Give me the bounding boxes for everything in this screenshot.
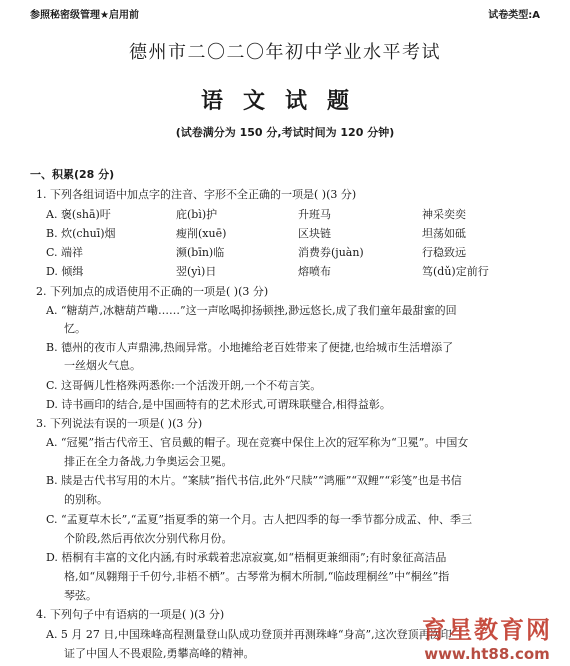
q3-line: 个阶段,然后再依次分别代称月份。 [64,532,233,545]
q1-option-b-4: 坦荡如砥 [422,227,466,240]
site-watermark [412,610,562,663]
q2-line: B. 德州的夜市人声鼎沸,热闹异常。小地摊给老百姓带来了便捷,也给城市生活增添了 [46,341,454,354]
question-2-stem: 2. 下列加点的成语使用不正确的一项是( )(3 分) [36,285,269,298]
exam-note: (试卷满分为 150 分,考试时间为 120 分钟) [175,126,395,139]
q2-line: 一丝烟火气息。 [64,359,141,372]
question-3-stem: 3. 下列说法有误的一项是( )(3 分) [36,417,203,430]
q2-line: 忆。 [64,322,86,335]
q1-option-c-1: C. 端祥 [46,246,84,259]
watermark-name: 育星教育网 [422,616,552,644]
q4-line: A. 5 月 27 日,中国珠峰高程测量登山队成功登顶并再测珠峰“身高”,这次登顶再次印 [46,628,452,641]
q4-line: 证了中国人不畏艰险,勇攀高峰的精神。 [64,647,255,660]
q3-line: 的别称。 [64,493,108,506]
q3-line: 排正在全力备战,力争奥运会卫冕。 [64,455,233,468]
q3-line: B. 牍是古代书写用的木片。“案牍”指代书信,此外“尺牍”“鸿雁”“双鲤”“彩笺”也是书信 [46,474,462,487]
section-heading: 一、积累(28 分) [30,168,115,181]
q1-option-d-2: 翌(yì)日 [176,265,217,278]
question-1-stem: 1. 下列各组词语中加点字的注音、字形不全正确的一项是( )(3 分) [36,188,357,201]
q1-option-d-3: 熔喷布 [298,265,331,278]
q3-line: 格,如“凤翱翔于千仞兮,非梧不栖”。古琴常为桐木所制,“临歧理桐丝”中“桐丝”指 [64,570,450,583]
q2-line: D. 诗书画印的结合,是中国画特有的艺术形式,可谓珠联璧合,相得益彰。 [46,398,391,411]
q1-option-a-3: 升班马 [298,208,331,221]
q1-option-a-4: 神采奕奕 [422,208,466,221]
paper-type-label: 试卷类型:A [488,10,540,21]
classification-label: 参照秘密级管理★启用前 [30,10,139,21]
q1-option-a-2: 庇(bì)护 [176,208,218,221]
q1-option-c-4: 行稳致远 [422,246,466,259]
q2-line: A. “糖葫芦,冰糖葫芦嘞……”这一声吆喝抑扬顿挫,渺远悠长,成了我们童年最甜蜜的回 [46,304,457,317]
q3-line: C. “孟夏草木长”,“孟夏”指夏季的第一个月。古人把四季的每一季节都分成孟、仲、季三 [46,513,473,526]
q1-option-a-1: A. 褒(shā)吁 [46,208,111,221]
q1-option-b-2: 瘦削(xuē) [176,227,227,240]
q1-option-c-3: 消费券(juàn) [298,246,364,259]
question-4-stem: 4. 下列句子中有语病的一项是( )(3 分) [36,608,225,621]
q1-option-d-1: D. 倾缉 [46,265,84,278]
exam-title: 德州市二〇二〇年初中学业水平考试 [129,42,441,63]
q3-line: D. 梧桐有丰富的文化内涵,有时承载着悲凉寂寞,如“梧桐更兼细雨”;有时象征高洁品 [46,551,447,564]
q1-option-b-1: B. 炊(chuī)烟 [46,227,116,240]
watermark-url: www.ht88.com [424,645,550,663]
q3-line: A. “冠冕”指古代帝王、官员戴的帽子。现在竞赛中保住上次的冠军称为“卫冕”。中国女 [46,436,469,449]
q3-line: 琴弦。 [64,589,97,602]
subject-title: 语文试题 [200,89,369,114]
q1-option-b-3: 区块链 [298,227,331,240]
q1-option-d-4: 笃(dǔ)定前行 [422,265,489,278]
q1-option-c-2: 濒(bīn)临 [176,246,225,259]
q2-line: C. 这哥俩儿性格殊两悉你:一个活泼开朗,一个不苟言笑。 [46,379,322,392]
